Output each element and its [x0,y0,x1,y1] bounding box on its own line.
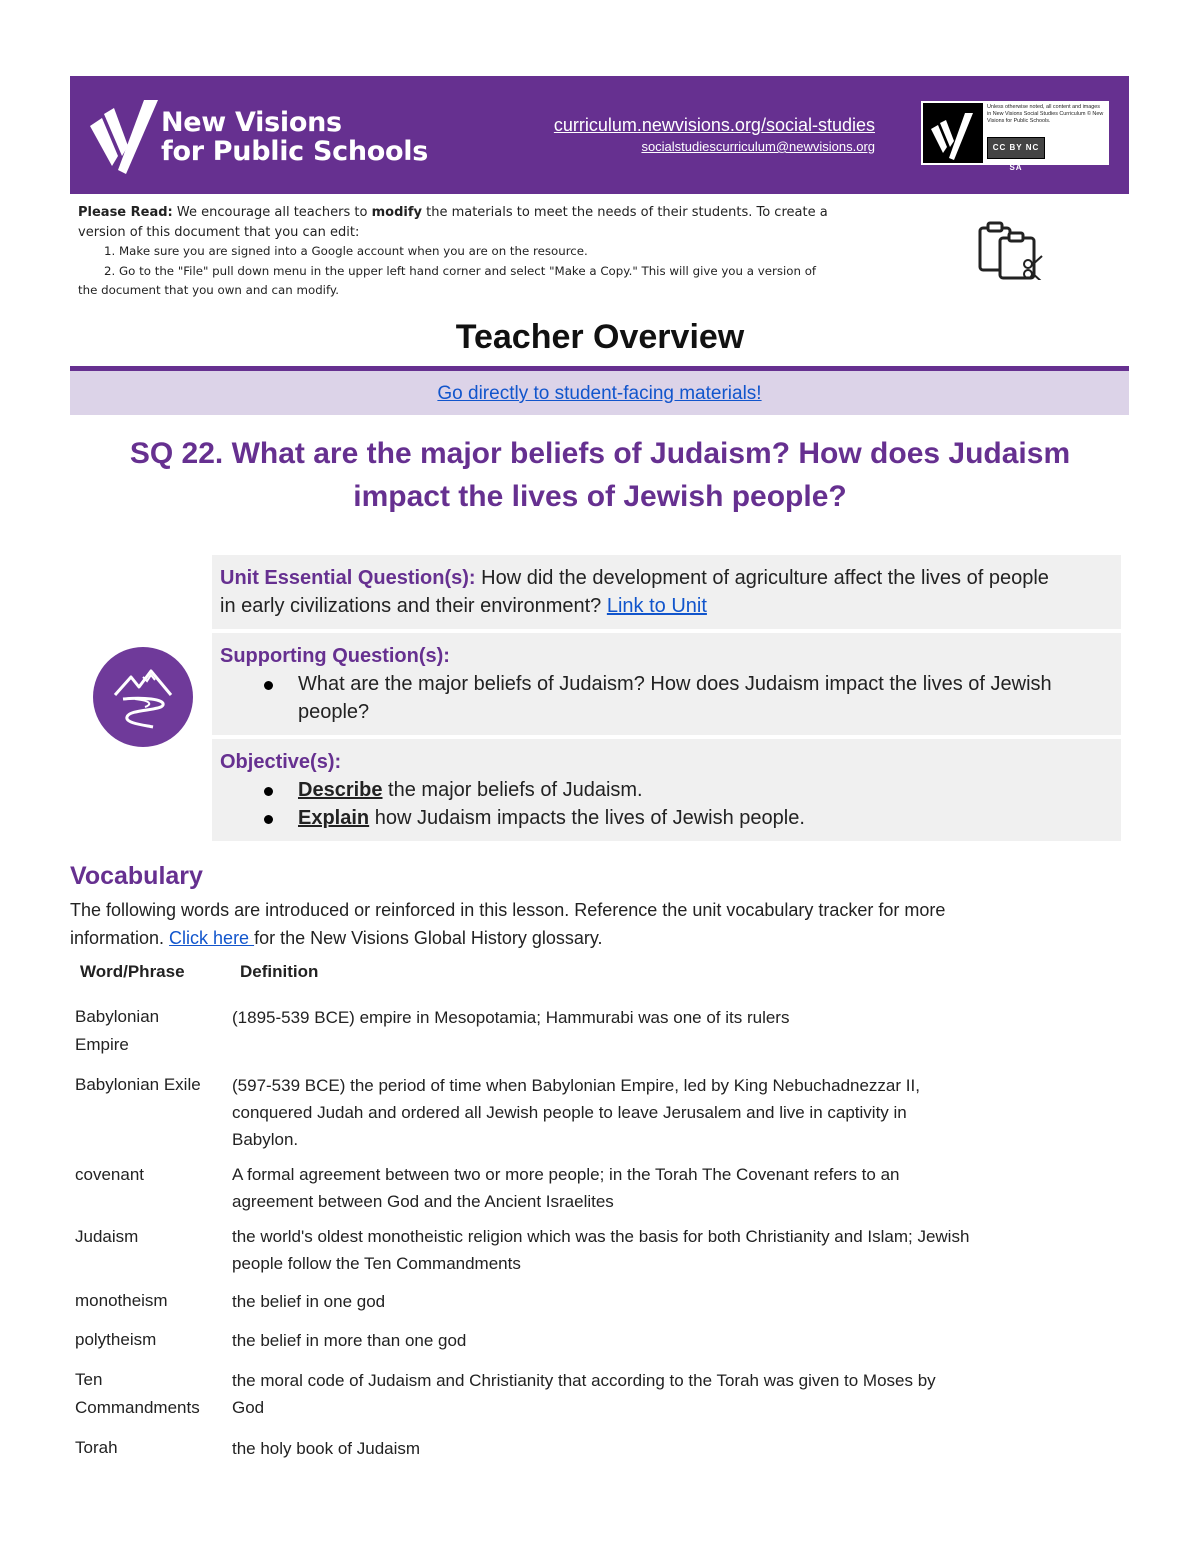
creative-commons-badge[interactable]: CC BY NC SA [987,137,1045,159]
vocab-term: polytheism [75,1330,157,1349]
note-step-2: 2. Go to the "File" pull down menu in the upper left hand corner and select "Make a Copy." This will give you a version of [104,263,817,278]
sq-title-line-2: impact the lives of Jewish people? [353,480,847,513]
unit-essential-question-box [212,555,1121,629]
page-title: Teacher Overview [455,318,745,356]
checkmark-logo-icon [88,96,160,174]
river-mountain-icon [93,647,193,747]
vocab-term: Babylonian Empire [75,1007,160,1054]
header-banner [70,76,1129,194]
student-materials-bar [70,371,1129,415]
unit-eq-text-1: How did the development of agriculture affect the lives of people [475,567,1049,589]
note-text-before: We encourage all teachers to [172,205,372,220]
vocab-term: Babylonian Exile [75,1075,201,1094]
note-step-1: 1. Make sure you are signed into a Google account when you are on the resource. [104,244,588,258]
license-box [921,101,1109,172]
supporting-question-title [80,432,1120,518]
note-label: Please Read: [78,205,173,220]
brand-line-2: for Public Schools [161,136,428,167]
vocab-term: covenant [75,1165,144,1184]
objectives-box [212,739,1121,841]
vocab-definition: (597-539 BCE) the period of time when Babylonian Empire, led by King Nebuchadnezzar II, conquered Judah and ordered all Jewish people to leave Jerusalem and live in captivity in Babylon. [232,1076,920,1149]
vocab-definition: A formal agreement between two or more people; in the Torah The Covenant refers to an agreement between God and the Ancient Israelites [232,1165,900,1211]
vocab-term: Ten Commandments [75,1370,200,1417]
vocab-definition: the belief in one god [232,1292,386,1311]
glossary-link[interactable]: Click here [169,928,255,948]
license-logo-icon [923,103,983,163]
vocabulary-heading: Vocabulary [70,862,203,890]
vocab-term: monotheism [75,1291,168,1310]
vocab-definition: (1895-539 BCE) empire in Mesopotamia; Hammurabi was one of its rulers [232,1008,790,1027]
vocabulary-intro: The following words are introduced or reinforced in this lesson. Reference the unit vocabulary tracker for more information. Click here for the New Visions Global History glossary. [70,900,946,948]
note-text-after: the materials to meet the needs of their students. To create a [421,205,828,220]
vocab-definition: the moral code of Judaism and Christianity that according to the Torah was given to Moses by God [232,1371,936,1417]
curriculum-url-link[interactable]: curriculum.newvisions.org/social-studies [553,115,875,135]
new-visions-logo[interactable] [88,96,428,174]
vocab-definition: the world's oldest monotheistic religion which was the basis for both Christianity and Islam; Jewish people follow the Ten Commandments [232,1227,970,1273]
supporting-question-box [212,633,1121,735]
unit-eq-text-2: in early civilizations and their environment? [220,595,607,617]
supporting-label: Supporting Question(s): [220,645,450,667]
vocab-term: Judaism [75,1227,139,1246]
objective-item: Describe the major beliefs of Judaism. [220,776,1113,804]
copy-clipboard-icon [976,220,1044,280]
link-to-unit[interactable]: Link to Unit [606,595,707,617]
please-read-note [78,203,908,301]
unit-eq-label: Unit Essential Question(s): [220,567,476,589]
note-line-2: version of this document that you can edit: [78,224,360,240]
vocab-definition: the holy book of Judaism [232,1439,421,1458]
email-link[interactable]: socialstudiescurriculum@newvisions.org [641,139,875,154]
note-step-2-cont: the document that you own and can modify. [78,283,339,297]
objective-item: Explain how Judaism impacts the lives of Jewish people. [220,804,1113,832]
supporting-item: What are the major beliefs of Judaism? How does Judaism impact the lives of Jewish people? [220,670,1113,726]
brand-line-1: New Visions [161,107,342,138]
column-header-definition: Definition [240,962,319,981]
column-header-word: Word/Phrase [80,962,185,981]
note-modify: modify [371,205,422,220]
sq-title-line-1: SQ 22. What are the major beliefs of Judaism? How does Judaism [129,437,1071,470]
objectives-label: Objective(s): [220,751,342,773]
student-materials-link[interactable]: Go directly to student-facing materials! [437,383,762,404]
license-text: Unless otherwise noted, all content and images in New Visions Social Studies Curriculum © New Visions for Public Schools. [987,104,1104,124]
vocab-definition: the belief in more than one god [232,1331,467,1350]
vocab-term: Torah [75,1438,118,1457]
